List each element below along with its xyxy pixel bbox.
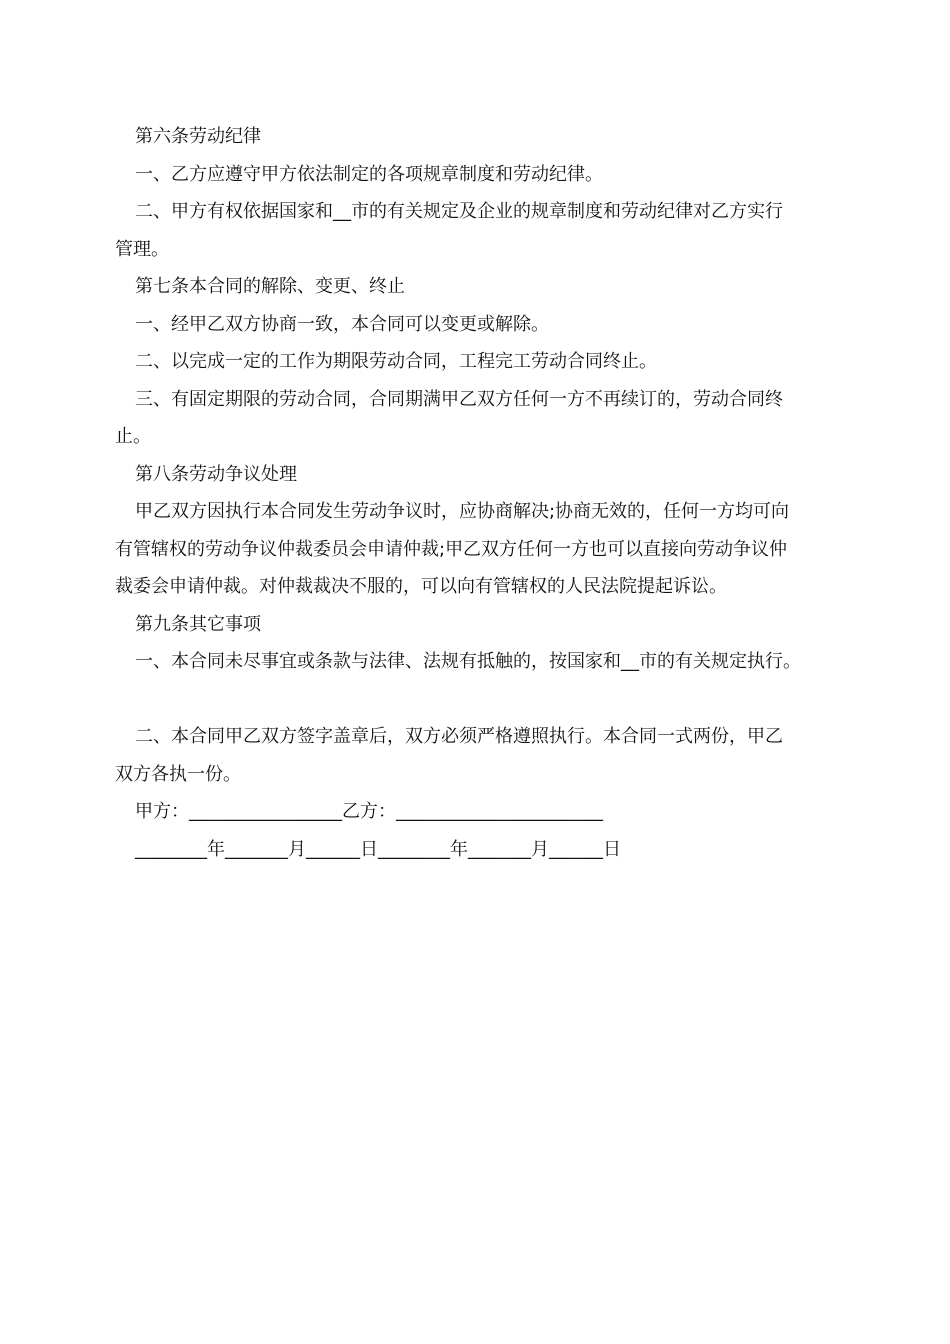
article6-item2-line1: 二、甲方有权依据国家和__市的有关规定及企业的规章制度和劳动纪律对乙方实行 [135, 201, 783, 222]
article9-heading: 第九条其它事项 [135, 613, 261, 635]
article8-line3: 裁委会申请仲裁。对仲裁裁决不服的，可以向有管辖权的人民法院提起诉讼。 [115, 576, 727, 597]
paragraph-gap [115, 681, 850, 719]
signature-date-line: ________年_______月______日________年_______月______日 [135, 838, 621, 860]
article8-line1: 甲乙双方因执行本合同发生劳动争议时，应协商解决;协商无效的，任何一方均可向 [135, 501, 790, 522]
article9-item1: 一、本合同未尽事宜或条款与法律、法规有抵触的，按国家和__市的有关规定执行。 [135, 651, 801, 672]
article7-item3-line2: 止。 [115, 426, 151, 447]
article7-item2: 二、以完成一定的工作为期限劳动合同，工程完工劳动合同终止。 [135, 351, 657, 372]
article7-heading: 第七条本合同的解除、变更、终止 [135, 276, 405, 297]
article8-heading: 第八条劳动争议处理 [135, 463, 297, 485]
article6-heading: 第六条劳动纪律 [135, 126, 261, 147]
signature-line: 甲方：_________________乙方：_______________________ [135, 801, 603, 822]
article9-item2-line1: 二、本合同甲乙双方签字盖章后，双方必须严格遵照执行。本合同一式两份，甲乙 [135, 726, 783, 747]
article7-item3-line1: 三、有固定期限的劳动合同，合同期满甲乙双方任何一方不再续订的，劳动合同终 [135, 388, 783, 410]
article8-line2: 有管辖权的劳动争议仲裁委员会申请仲裁;甲乙双方任何一方也可以直接向劳动争议仲 [115, 538, 788, 560]
contract-body [115, 118, 850, 868]
article9-item2-line2: 双方各执一份。 [115, 763, 241, 785]
article7-item1: 一、经甲乙双方协商一致，本合同可以变更或解除。 [135, 313, 549, 335]
article6-item1: 一、乙方应遵守甲方依法制定的各项规章制度和劳动纪律。 [135, 163, 603, 185]
article6-item2-line2: 管理。 [115, 238, 169, 260]
